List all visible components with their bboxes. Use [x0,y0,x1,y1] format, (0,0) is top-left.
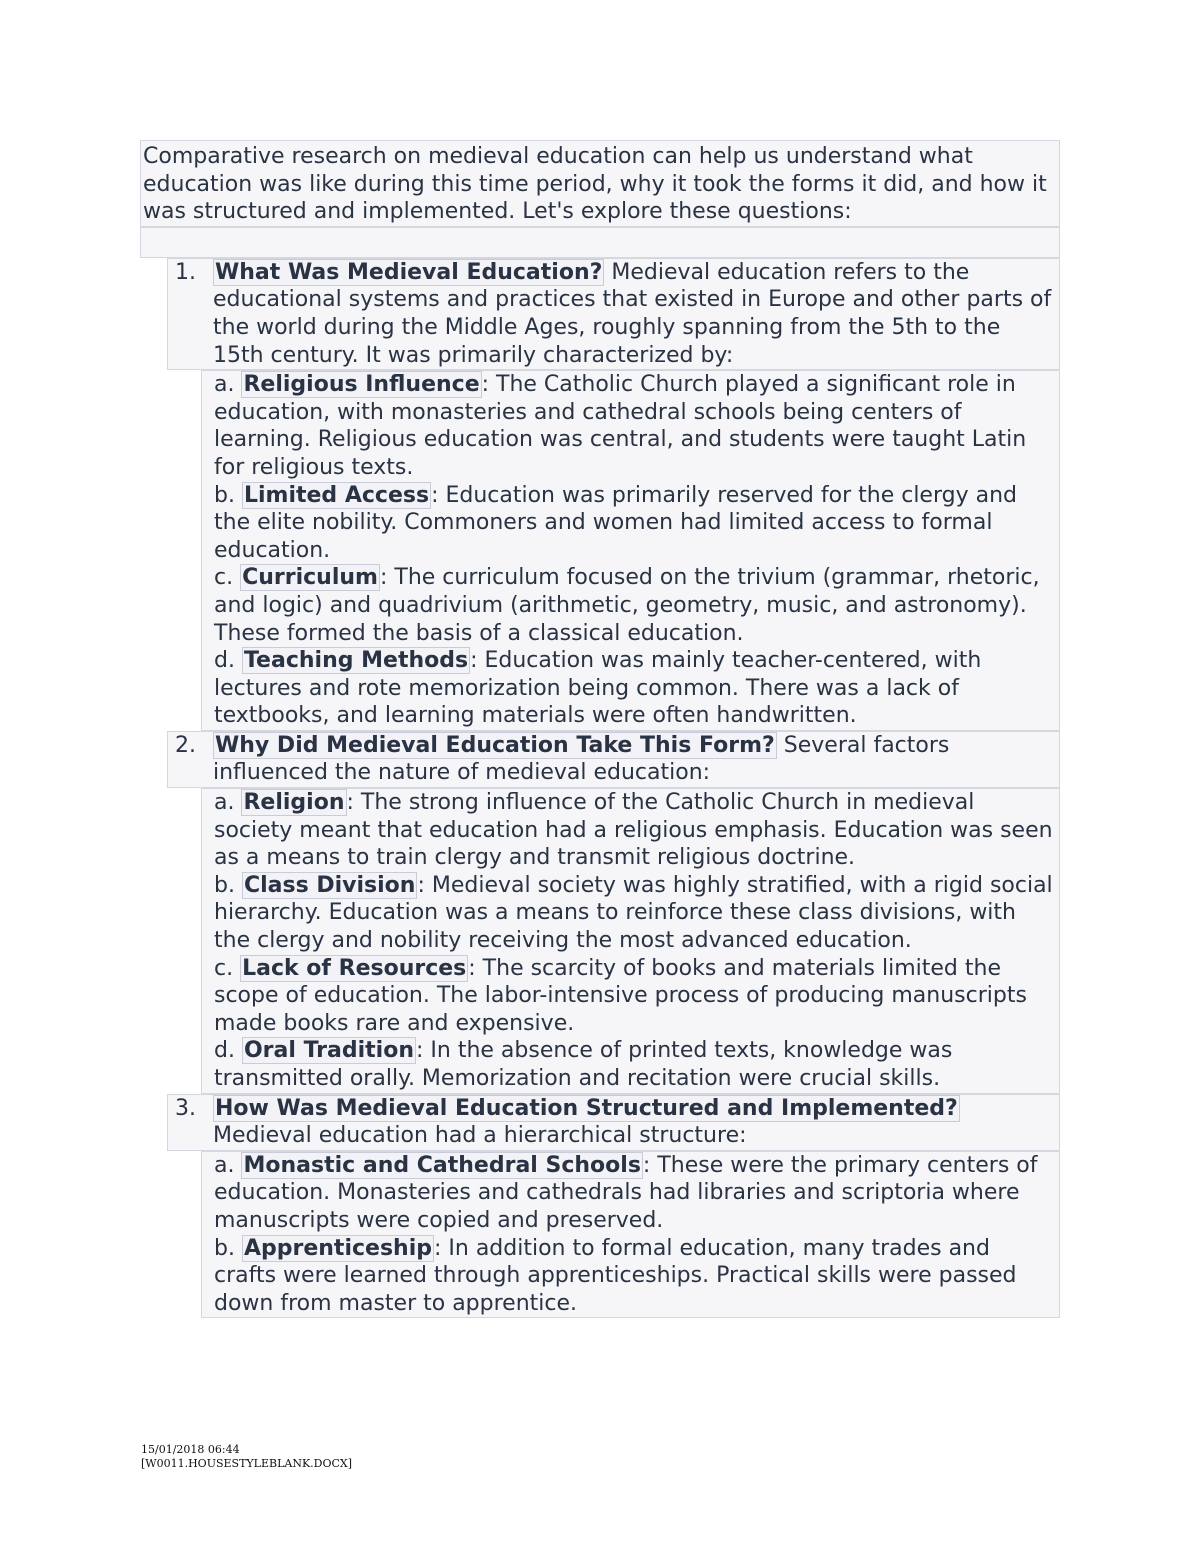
page-footer [141,1443,352,1471]
question-heading-3 [167,1094,1060,1151]
question-text: Several factors influenced the nature of medieval education: [213,732,950,786]
question-text: Medieval education refers to the educational systems and practices that existed in Europe and other parts of the world during the Middle Ages, roughly spanning from the 5th to the 15th century. It was primarily characterized by: [213,259,1052,368]
sub-list-3 [201,1151,1060,1319]
list-item: a. Religious Influence: The Catholic Church played a significant role in education, with monasteries and cathedral schools being centers of learning. Religious education was central, and students were taught Latin for religious texts. [214,372,1027,480]
question-text: Medieval education had a hierarchical structure: [213,1123,747,1149]
term: Apprenticeship [243,1235,432,1261]
list-item: b. Limited Access: Education was primarily reserved for the clergy and the elite nobility. Commoners and women had limited access to formal education. [214,482,1017,563]
list-number: 1. [175,259,196,285]
sub-list-1 [201,370,1060,731]
term: Teaching Methods [243,648,469,674]
list-item: c. Curriculum: The curriculum focused on the trivium (grammar, rhetoric, and logic) and quadrivium (arithmetic, geometry, music, and astronomy). These formed the basis of a classical education. [214,565,1040,646]
term: Oral Tradition [243,1038,414,1064]
question-title: Why Did Medieval Education Take This Form? [215,732,775,758]
term: Religious Influence [243,372,480,398]
list-item: c. Lack of Resources: The scarcity of books and materials limited the scope of education. The labor-intensive process of producing manuscripts made books rare and expensive. [214,955,1027,1036]
document-body [140,140,1060,1318]
list-item: a. Monastic and Cathedral Schools: These were the primary centers of education. Monasteries and cathedrals had libraries and scriptoria where manuscripts were copied and preserved. [214,1152,1038,1233]
list-number: 3. [175,1095,196,1121]
question-heading-2 [167,731,1060,788]
question-heading-1 [167,258,1060,370]
list-item: b. Apprenticeship: In addition to formal education, many trades and crafts were learned through apprenticeships. Practical skills were passed down from master to apprentice. [214,1235,1017,1316]
list-item: d. Oral Tradition: In the absence of printed texts, knowledge was transmitted orally. Memorization and recitation were crucial skills. [214,1038,953,1091]
term: Monastic and Cathedral Schools [243,1152,641,1178]
intro-paragraph: Comparative research on medieval education can help us understand what education was like during this time period, why it took the forms it did, and how it was structured and implemented. Let's explore these questions: [140,140,1060,227]
list-item: a. Religion: The strong influence of the Catholic Church in medieval society meant that education had a religious emphasis. Education was seen as a means to train clergy and transmit religious doctrine. [214,790,1053,871]
sub-list-2 [201,788,1060,1094]
empty-paragraph [140,227,1060,258]
question-title: How Was Medieval Education Structured and Implemented? [215,1095,958,1121]
term: Class Division [243,872,416,898]
footer-doc-ref: [W0011.HOUSESTYLEBLANK.DOCX] [141,1457,353,1470]
footer-date: 15/01/2018 06:44 [141,1443,240,1456]
list-item: b. Class Division: Medieval society was highly stratified, with a rigid social hierarchy. Education was a means to reinforce these class divisions, with the clergy and nobility receiving the most advanced education. [214,872,1053,954]
term: Curriculum [242,565,378,591]
term: Religion [243,790,345,816]
list-number: 2. [175,732,196,758]
term: Lack of Resources [242,955,467,981]
term: Limited Access [243,482,430,508]
list-item: d. Teaching Methods: Education was mainly teacher-centered, with lectures and rote memorization being common. There was a lack of textbooks, and learning materials were often handwritten. [214,648,982,729]
question-title: What Was Medieval Education? [215,259,603,285]
